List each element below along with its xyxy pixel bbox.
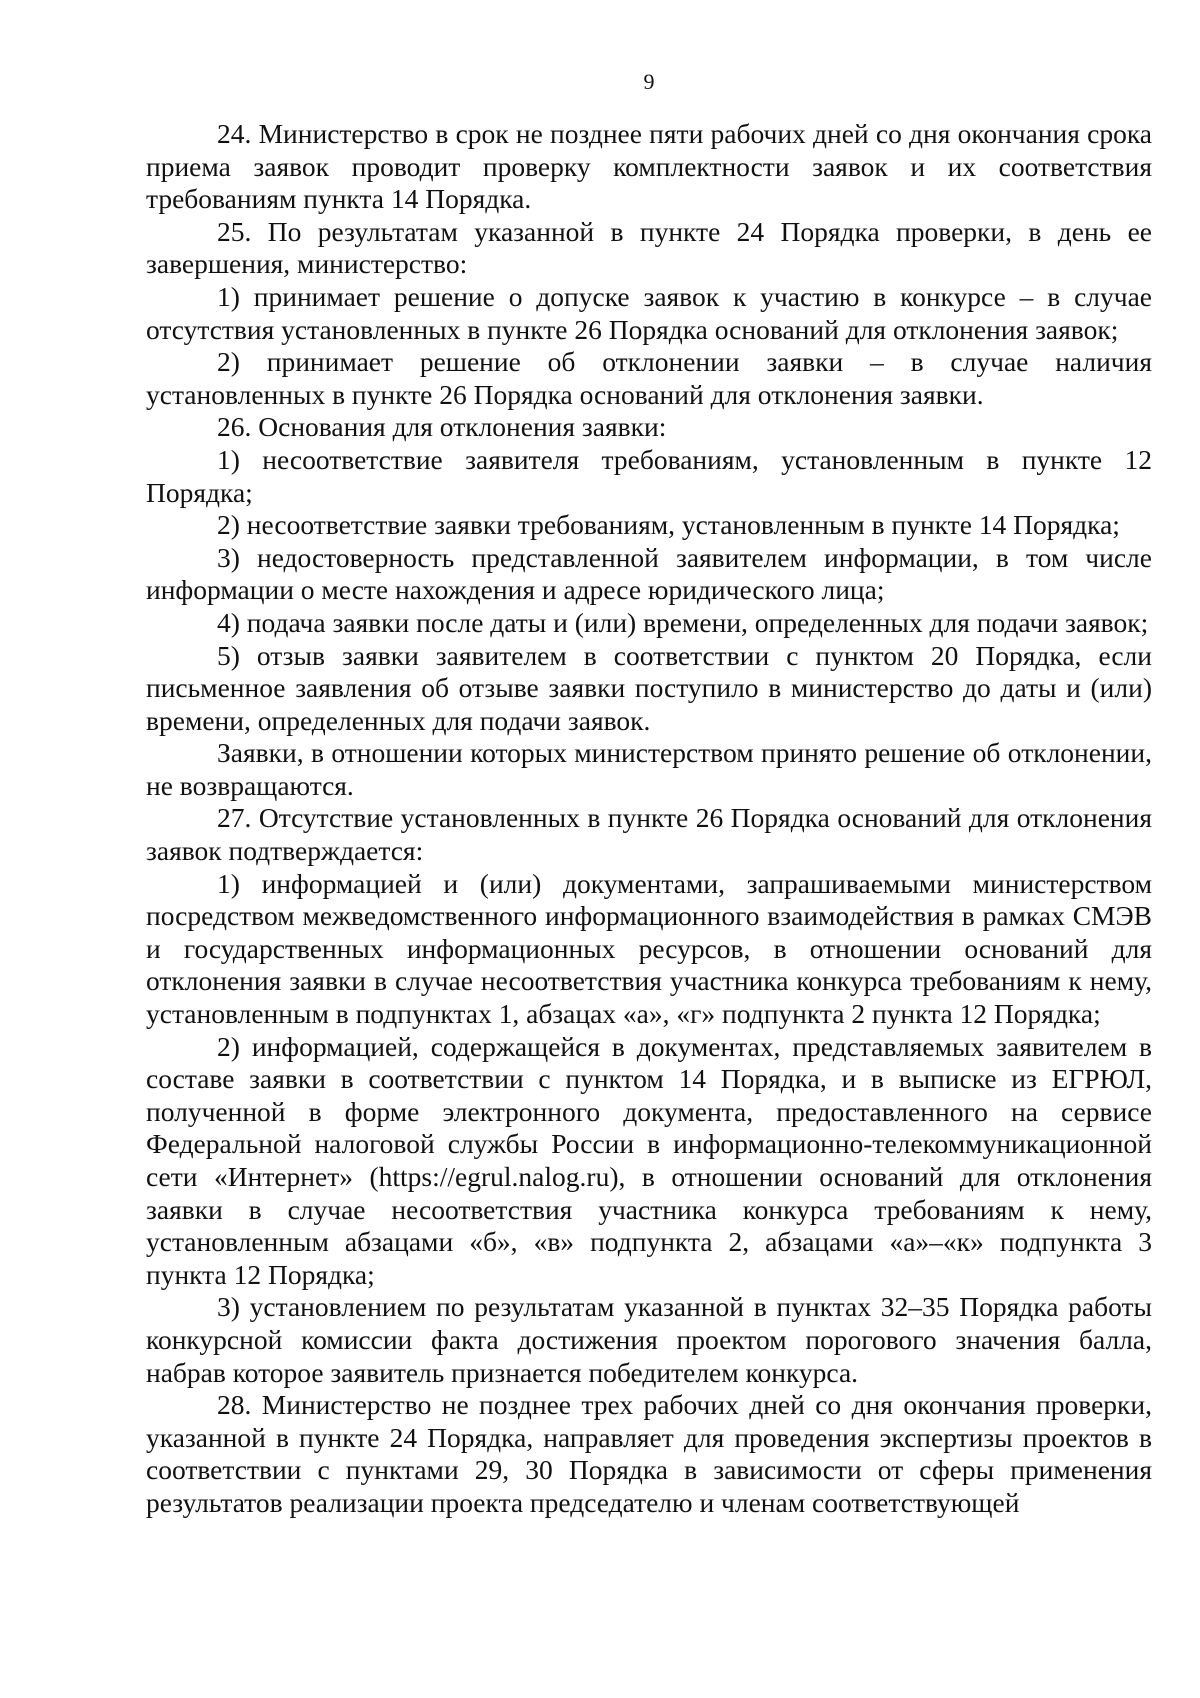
paragraph-27-item-1: 1) информацией и (или) документами, запрашиваемыми министерством посредством межведомственного информационного взаимодействия в рамках СМЭВ и государственных информационных ресурсов, в отношении оснований для отклонения заявки в случае несоответствия участника конкурса требованиям к нему, установленным в подпунктах 1, абзацах «а», «г» подпункта 2 пункта 12 Порядка;	[146, 867, 1152, 1030]
paragraph-27-item-3: 3) установлением по результатам указанной в пунктах 32–35 Порядка работы конкурсной комиссии факта достижения проектом порогового значения балла, набрав которое заявитель признается победителем конкурса.	[146, 1291, 1152, 1388]
page-number: 9	[643, 69, 655, 94]
paragraph-25-item-2: 2) принимает решение об отклонении заявки – в случае наличия установленных в пункте 26 Порядка оснований для отклонения заявки.	[146, 346, 1152, 410]
paragraph-27-item-2: 2) информацией, содержащейся в документах, представляемых заявителем в составе заявки в соответствии с пунктом 14 Порядка, и в выписке из ЕГРЮЛ, полученной в форме электронного документа, предоставленного на сервисе Федеральной налоговой службы России в информационно-телекоммуникационной сети «Интернет» (https://egrul.nalog.ru), в отношении оснований для отклонения заявки в случае несоответствия участника конкурса требованиям к нему, установленным абзацами «б», «в» подпункта 2, абзацами «а»–«к» подпункта 3 пункта 12 Порядка;	[146, 1030, 1152, 1290]
paragraph-25-item-1: 1) принимает решение о допуске заявок к участию в конкурсе – в случае отсутствия установленных в пункте 26 Порядка оснований для отклонения заявок;	[146, 280, 1152, 345]
paragraph-26-item-5: 5) отзыв заявки заявителем в соответствии с пунктом 20 Порядка, если письменное заявления об отзыве заявки поступило в министерство до даты и (или) времени, определенных для подачи заявок.	[146, 639, 1152, 736]
paragraph-28: 28. Министерство не позднее трех рабочих дней со дня окончания проверки, указанной в пункте 24 Порядка, направляет для проведения экспертизы проектов в соответствии с пунктами 29, 30 Порядка в зависимости от сферы применения результатов реализации проекта председателю и членам соответствующей	[146, 1389, 1152, 1518]
paragraph-25: 25. По результатам указанной в пункте 24 Порядка проверки, в день ее завершения, министерство:	[146, 215, 1152, 280]
paragraph-27: 27. Отсутствие установленных в пункте 26 Порядка оснований для отклонения заявок подтверждается:	[146, 802, 1152, 867]
paragraph-26-item-4: 4) подача заявки после даты и (или) времени, определенных для подачи заявок;	[217, 606, 1149, 638]
paragraph-26-note: Заявки, в отношении которых министерством принято решение об отклонении, не возвращаются.	[146, 737, 1152, 801]
paragraph-26: 26. Основания для отклонения заявки:	[217, 411, 667, 443]
paragraph-26-item-2: 2) несоответствие заявки требованиям, установленным в пункте 14 Порядка;	[217, 509, 1120, 541]
document-body	[146, 118, 1152, 1520]
paragraph-24: 24. Министерство в срок не позднее пяти рабочих дней со дня окончания срока приема заявок проводит проверку комплектности заявок и их соответствия требованиям пункта 14 Порядка.	[146, 118, 1152, 215]
paragraph-26-item-1: 1) несоответствие заявителя требованиям, установленным в пункте 12 Порядка;	[146, 443, 1152, 508]
paragraph-26-item-3: 3) недостоверность представленной заявителем информации, в том числе информации о месте нахождения и адресе юридического лица;	[146, 541, 1152, 606]
